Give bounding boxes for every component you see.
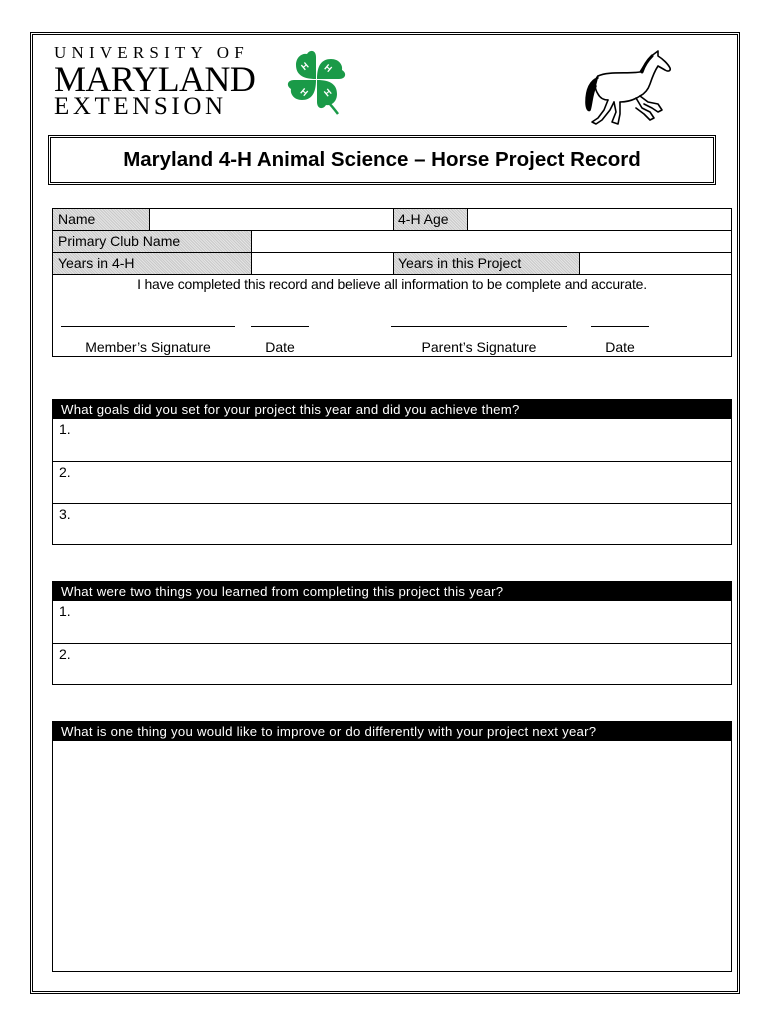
learned-question-box (52, 581, 732, 685)
svg-text:H: H (322, 86, 334, 99)
age-label: 4-H Age (393, 209, 467, 231)
logo-line-2: MARYLAND (54, 59, 256, 99)
improve-question-box (52, 721, 732, 972)
page-title: Maryland 4-H Animal Science – Horse Project Record (123, 148, 641, 171)
learned-answer-2[interactable]: 2. (53, 643, 731, 684)
university-of-maryland-extension-logo (54, 44, 269, 118)
learned-answer-1[interactable]: 1. (59, 603, 71, 619)
years-in-4h-label: Years in 4-H (53, 253, 251, 275)
goal-answer-1[interactable]: 1. (59, 421, 71, 437)
name-label: Name (53, 209, 149, 231)
age-field[interactable] (467, 209, 733, 231)
member-signature-line[interactable] (61, 326, 235, 327)
svg-text:H: H (298, 86, 310, 99)
logo-line-1: UNIVERSITY OF (54, 43, 249, 62)
member-info-table (52, 208, 732, 357)
horse-icon (578, 46, 674, 128)
years-in-4h-field[interactable] (251, 253, 393, 275)
svg-text:H: H (322, 62, 334, 75)
goal-answer-3[interactable]: 3. (53, 503, 731, 544)
parent-signature-label: Parent’s Signature (421, 339, 537, 355)
parent-signature-line[interactable] (391, 326, 567, 327)
club-name-label: Primary Club Name (53, 231, 251, 253)
years-in-project-label: Years in this Project (393, 253, 579, 275)
goal-answer-2[interactable]: 2. (53, 461, 731, 503)
title-box (48, 135, 716, 185)
member-signature-label: Member’s Signature (85, 339, 211, 355)
member-date-label: Date (265, 339, 295, 355)
improve-answer[interactable] (53, 741, 731, 971)
goals-question: What goals did you set for your project this year and did you achieve them? (53, 400, 731, 419)
4-h-clover-icon (280, 44, 352, 116)
logo-line-3: EXTENSION (54, 93, 227, 120)
name-field[interactable] (149, 209, 393, 231)
improve-question: What is one thing you would like to improve or do differently with your project next year? (53, 722, 731, 741)
learned-question: What were two things you learned from completing this project this year? (53, 582, 731, 601)
certification-statement: I have completed this record and believe all information to be complete and accurate. (137, 276, 647, 292)
parent-date-label: Date (605, 339, 635, 355)
goals-question-box (52, 399, 732, 545)
parent-date-line[interactable] (591, 326, 649, 327)
years-in-project-field[interactable] (579, 253, 733, 275)
member-date-line[interactable] (251, 326, 309, 327)
svg-text:H: H (299, 60, 311, 73)
club-name-field[interactable] (251, 231, 733, 253)
